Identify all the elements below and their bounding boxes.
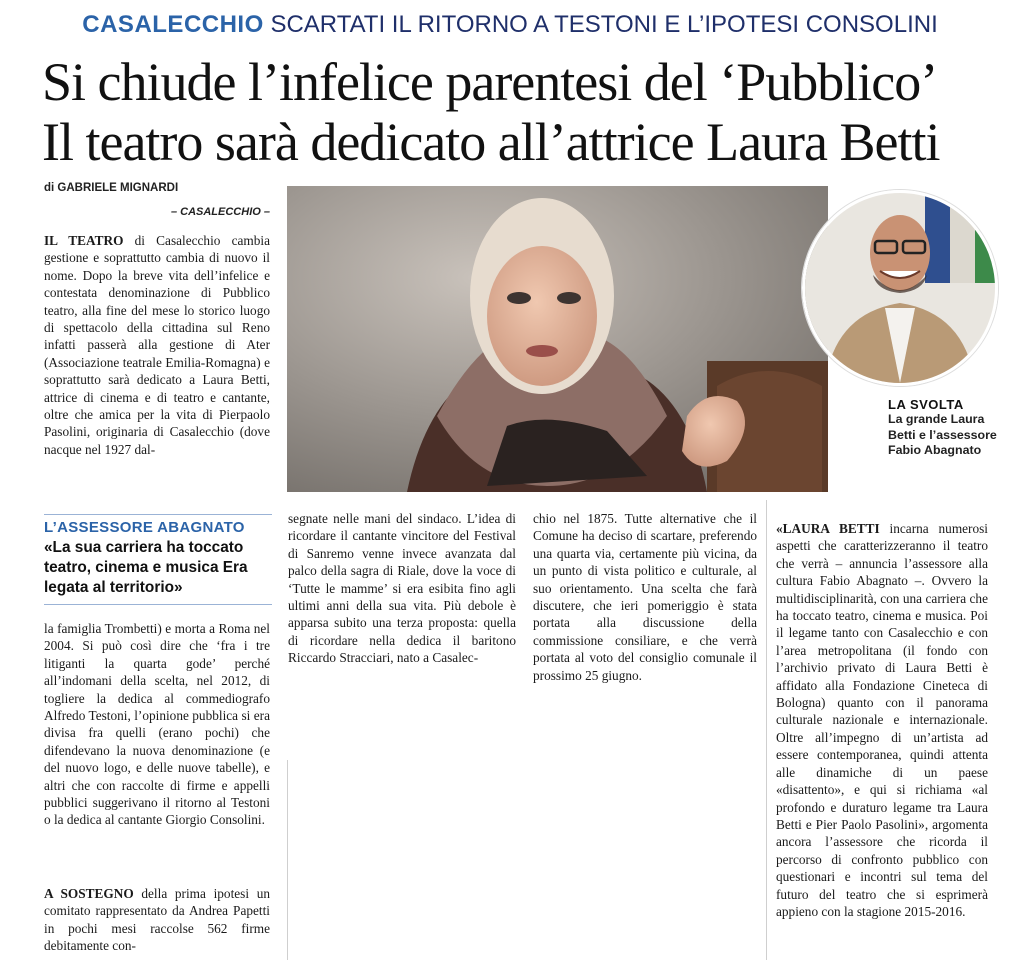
lead-word: IL TEATRO bbox=[44, 233, 124, 248]
article-column-4 bbox=[776, 520, 988, 920]
kicker-place: CASALECCHIO bbox=[82, 11, 264, 38]
pull-quote bbox=[44, 514, 272, 605]
photo-caption-title: LA SVOLTA bbox=[888, 397, 964, 412]
pull-quote-text: «La sua carriera ha toccato teatro, cinema e musica Era legata al territorio» bbox=[44, 539, 248, 596]
article-column-1 bbox=[44, 232, 270, 458]
kicker bbox=[0, 10, 1020, 40]
article-column-3 bbox=[533, 510, 757, 684]
headline-line-2: Il teatro sarà dedicato all’attrice Laura Betti bbox=[42, 112, 940, 172]
article-column-1-continued bbox=[44, 620, 270, 829]
column-divider bbox=[766, 500, 767, 960]
pull-quote-label: L’ASSESSORE ABAGNATO bbox=[44, 519, 245, 536]
article-column-2 bbox=[288, 510, 516, 667]
column-1-text: di Casalecchio cambia gestione e soprattutto cambia di nuovo il nome. Dopo la breve vita dell’infelice e contestata denominazione di Pubblico teatro, alla fine del mese lo storico luogo di spettacolo della cittadina sul Reno infatti passerà alla gestione di Ater (Associazione teatrale Emilia-Romagna) e soprattutto sarà dedicato a Laura Betti, attrice di cinema e di teatro e cantante, oltre che amica per la vita di Pierpaolo Pasolini, originaria di Casalecchio (dove nacque nel 1927 dal- bbox=[44, 233, 270, 457]
column-2-text: segnate nelle mani del sindaco. L’idea di ricordare il cantante vincitore del Festival di Sanremo venne invece avanzata dal palco della sagra di Riale, dove la voce di ‘Tutte le mamme’ si era esibita fino agli ultimi anni della sua vita. Più debole è apparsa subito una terza proposta: quella di ricordare nella dedica il baritono Riccardo Stracciari, nato a Casalec- bbox=[288, 511, 516, 666]
column-4-text: incarna numerosi aspetti che caratterizzeranno il teatro che verrà – annuncia l’assessore alla cultura Fabio Abagnato –. Ovvero la multidisciplinarità, con una carriera che ha toccato teatro, cinema e musica. Poi il legame tanto con Casalecchio e con l’area metropolitana (il fondo con l’archivio privato di Laura Betti è affidato alla Fondazione Cineteca di Bologna) quanto con il panorama culturale nazionale e internazionale. Oltre all’impegno di un’artista ad essere contemporanea, quindi attenta alle dinamiche di un paese «disattento», e qui si richiama «al profondo e duraturo legame tra Laura Betti e Pier Paolo Pasolini», argomenta ancora l’assessore che ricorda il percorso di confronto pubblico con questionari e incontri sul tema del futuro del teatro che si esprimerà appieno con la stagione 2015-2016. bbox=[776, 521, 989, 919]
headline bbox=[42, 52, 1012, 172]
article-column-1-second-paragraph bbox=[44, 885, 270, 955]
photo-laura-betti bbox=[287, 186, 828, 492]
kicker-text: SCARTATI IL RITORNO A TESTONI E L’IPOTESI CONSOLINI bbox=[270, 11, 938, 38]
photo-caption-text: La grande Laura Betti e l’assessore Fabio Abagnato bbox=[888, 412, 997, 458]
photo-caption bbox=[888, 397, 998, 459]
dateline: – CASALECCHIO – bbox=[170, 206, 270, 218]
byline: di GABRIELE MIGNARDI bbox=[44, 182, 179, 194]
column-divider bbox=[287, 760, 288, 960]
column-1-continued-text: la famiglia Trombetti) e morta a Roma nel 2004. Si può così dire che ‘fra i tre litiganti la quarta gode’ perché all’indomani della scelta, nel 2012, di togliere la dedica al commediografo Alfredo Testoni, l’opinione pubblica si era divisa fra quelli (erano pochi) che difendevano la nuova denominazione (e del nuovo logo, e delle nuove tabelle), e altri che con raccolte di firme e appelli pubblici suggerivano il ritorno al Testoni o la dedica al cantante Giorgio Consolini. bbox=[44, 621, 270, 828]
photo-fabio-abagnato-image bbox=[805, 193, 995, 383]
lead-quote: «LAURA BETTI bbox=[776, 521, 880, 536]
headline-line-1: Si chiude l’infelice parentesi del ‘Pubblico’ bbox=[42, 52, 938, 112]
pull-quote-rule bbox=[44, 604, 272, 605]
photo-fabio-abagnato bbox=[802, 190, 998, 386]
lead-word-2: A SOSTEGNO bbox=[44, 886, 134, 901]
column-1-text-2: della prima ipotesi un comitato rappresentato da Andrea Papetti in pochi mesi raccolse 562 firme debitamente con- bbox=[44, 886, 270, 954]
column-3-text: chio nel 1875. Tutte alternative che il Comune ha deciso di scartare, preferendo una quarta via, certamente più vicina, da un punto di vista politico e culturale, al suo orientamento. Una scelta che farà discutere, che ieri pomeriggio è stata portata alla discussione della commissione consiliare, e che verrà portata al voto del consiglio comunale il prossimo 25 giugno. bbox=[533, 511, 757, 683]
photo-laura-betti-image bbox=[287, 186, 828, 492]
